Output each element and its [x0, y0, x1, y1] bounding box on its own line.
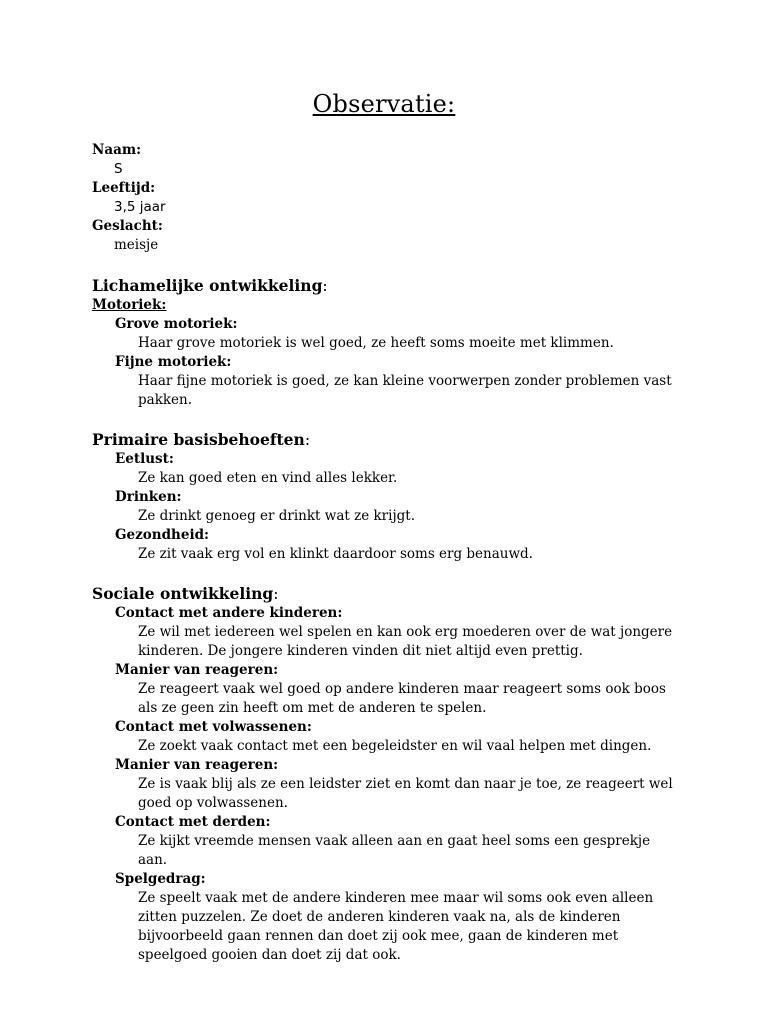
item-text: Ze kijkt vreemde mensen vaak alleen aan en gaat heel soms een gesprekje aan.	[138, 833, 651, 868]
section-heading-primaire	[92, 430, 692, 450]
item-text: Haar fijne motoriek is goed, ze kan kleine voorwerpen zonder problemen vast pakken.	[138, 373, 672, 408]
section-heading-colon: :	[322, 277, 328, 295]
section-heading-text: Primaire basisbehoeften	[92, 430, 305, 449]
item-text: Ze zoekt vaak contact met een begeleidster en wil vaal helpen met dingen.	[138, 738, 652, 754]
section-heading-colon: :	[273, 585, 279, 603]
item-label: Contact met andere kinderen:	[115, 605, 343, 621]
item-text: Haar grove motoriek is wel goed, ze heeft soms moeite met klimmen.	[138, 335, 614, 351]
section-heading-text: Lichamelijke ontwikkeling	[92, 276, 323, 295]
subheading-motoriek: Motoriek:	[92, 297, 167, 313]
geslacht-label: Geslacht:	[92, 218, 163, 234]
item-label: Gezondheid:	[115, 527, 209, 543]
item-label: Drinken:	[115, 489, 182, 505]
geslacht-value: meisje	[114, 237, 159, 253]
page-title: Observatie:	[312, 90, 456, 118]
item-text: Ze wil met iedereen wel spelen en kan ook erg moederen over de wat jongere kinderen. De jongere kinderen vinden dit niet altijd even prettig.	[138, 624, 673, 659]
leeftijd-value: 3,5 jaar	[114, 199, 166, 215]
leeftijd-label: Leeftijd:	[92, 180, 156, 196]
item-text: Ze kan goed eten en vind alles lekker.	[138, 470, 398, 486]
item-label: Contact met volwassenen:	[115, 719, 312, 735]
item-label: Eetlust:	[115, 451, 174, 467]
item-label: Fijne motoriek:	[115, 354, 232, 370]
section-heading-colon: :	[304, 431, 311, 449]
item-label: Contact met derden:	[115, 814, 271, 830]
item-label: Spelgedrag:	[115, 871, 206, 887]
naam-value: S	[114, 161, 123, 177]
section-heading-text: Sociale ontwikkeling	[92, 584, 274, 603]
naam-label: Naam:	[92, 142, 142, 158]
section-heading-sociale	[92, 584, 692, 604]
item-text: Ze drinkt genoeg er drinkt wat ze krijgt.	[138, 508, 415, 524]
item-text: Ze is vaak blij als ze een leidster ziet en komt dan naar je toe, ze reageert wel goed op volwassenen.	[138, 776, 673, 811]
item-label: Manier van reageren:	[115, 757, 279, 773]
document-body	[92, 141, 692, 965]
item-text: Ze reageert vaak wel goed op andere kinderen maar reageert soms ook boos als ze geen zin heeft om met de anderen te spelen.	[138, 681, 666, 716]
item-label: Grove motoriek:	[115, 316, 238, 332]
item-label: Manier van reageren:	[115, 662, 279, 678]
item-text: Ze zit vaak erg vol en klinkt daardoor soms erg benauwd.	[138, 546, 533, 562]
section-heading-lichamelijk	[92, 276, 692, 296]
item-text: Ze speelt vaak met de andere kinderen mee maar wil soms ook even alleen zitten puzzelen. Ze doet de anderen kinderen vaak na, als de kinderen bijvoorbeeld gaan rennen dan doet zij ook mee, gaan de kinderen met speelgoed gooien dan doet zij dat ook.	[138, 890, 654, 963]
